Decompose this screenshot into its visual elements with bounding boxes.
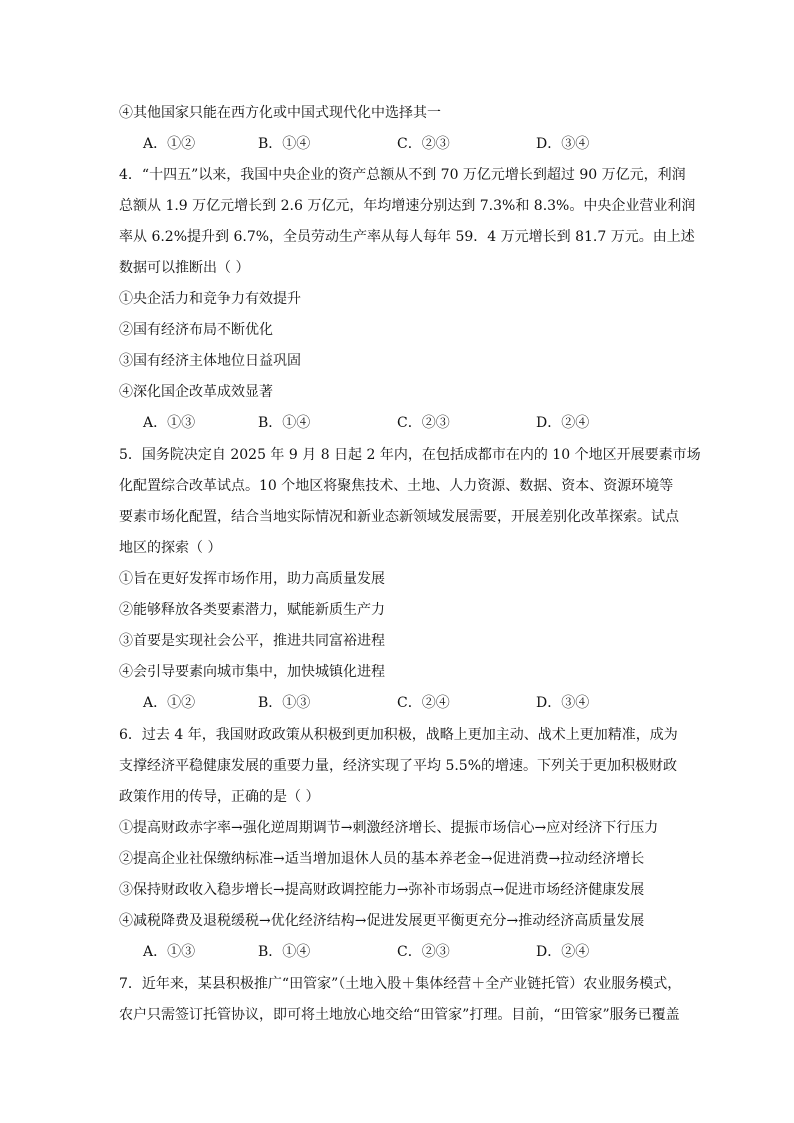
q4-option-a[interactable]: A．①③ [143, 415, 196, 431]
q4-statement-2: ②国有经济布局不断优化 [119, 322, 273, 338]
q6-option-d[interactable]: D．②④ [536, 944, 590, 960]
q6-statement-4: ④减税降费及退税缓税→优化经济结构→促进发展更平衡更充分→推动经济高质量发展 [119, 913, 645, 929]
q4-statement-1: ①央企活力和竞争力有效提升 [119, 291, 301, 307]
q5-option-d[interactable]: D．③④ [536, 695, 590, 711]
q4-stem-line-3: 率从 6.2%提升到 6.7%，全员劳动生产率从每人每年 59．4 万元增长到 81.7 万元。由上述 [119, 229, 695, 245]
q6-statement-2: ②提高企业社保缴纳标准→适当增加退休人员的基本养老金→促进消费→拉动经济增长 [119, 851, 645, 867]
q3-options [143, 135, 623, 153]
q4-option-b[interactable]: B．①④ [258, 415, 311, 431]
q4-option-c[interactable]: C．②③ [397, 415, 450, 431]
q3-option-c[interactable]: C．②③ [397, 136, 450, 152]
q6-stem-line-3: 政策作用的传导，正确的是（ ） [119, 789, 320, 805]
q5-stem-line-1: 5．国务院决定自 2025 年 9 月 8 日起 2 年内，在包括成都市在内的 10 个地区开展要素市场 [119, 447, 701, 463]
q6-option-c[interactable]: C．②③ [397, 944, 450, 960]
q5-statement-3: ③首要是实现社会公平，推进共同富裕进程 [119, 633, 385, 649]
q6-options [143, 943, 623, 961]
q7-stem-line-1: 7．近年来，某县积极推广“田管家”（土地入股＋集体经营＋全产业链托管）农业服务模式， [119, 976, 682, 992]
q7-stem-line-2: 农户只需签订托管协议，即可将土地放心地交给“田管家”打理。目前，“田管家”服务已覆盖 [119, 1007, 680, 1023]
q6-option-a[interactable]: A．①③ [143, 944, 196, 960]
q6-statement-1: ①提高财政赤字率→强化逆周期调节→刺激经济增长、提振市场信心→应对经济下行压力 [119, 820, 659, 836]
q6-statement-3: ③保持财政收入稳步增长→提高财政调控能力→弥补市场弱点→促进市场经济健康发展 [119, 882, 645, 898]
q5-stem-line-4: 地区的探索（ ） [119, 540, 222, 556]
q6-option-b[interactable]: B．①④ [258, 944, 311, 960]
q6-stem-line-2: 支撑经济平稳健康发展的重要力量，经济实现了平均 5.5%的增速。下列关于更加积极财政 [119, 758, 678, 774]
q4-statement-4: ④深化国企改革成效显著 [119, 384, 273, 400]
q4-stem-line-1: 4．“十四五”以来，我国中央企业的资产总额从不到 70 万亿元增长到超过 90 万亿元，利润 [119, 167, 686, 183]
q4-options [143, 414, 623, 432]
q4-stem-line-4: 数据可以推断出（ ） [119, 260, 250, 276]
q3-option-b[interactable]: B．①④ [258, 136, 311, 152]
q5-stem-line-2: 化配置综合改革试点。10 个地区将聚焦技术、土地、人力资源、数据、资本、资源环境等 [119, 478, 674, 494]
q5-option-c[interactable]: C．②④ [397, 695, 450, 711]
q5-option-a[interactable]: A．①② [143, 695, 196, 711]
q6-stem-line-1: 6．过去 4 年，我国财政政策从积极到更加积极，战略上更加主动、战术上更加精准，成为 [119, 727, 678, 743]
q5-stem-line-3: 要素市场化配置，结合当地实际情况和新业态新领域发展需要，开展差别化改革探索。试点 [119, 509, 679, 525]
q5-option-b[interactable]: B．①③ [258, 695, 311, 711]
q5-statement-4: ④会引导要素向城市集中，加快城镇化进程 [119, 664, 385, 680]
q4-option-d[interactable]: D．②④ [536, 415, 590, 431]
q5-options [143, 694, 623, 712]
q3-option-d[interactable]: D．③④ [536, 136, 590, 152]
q5-statement-2: ②能够释放各类要素潜力，赋能新质生产力 [119, 602, 385, 618]
q4-stem-line-2: 总额从 1.9 万亿元增长到 2.6 万亿元，年均增速分别达到 7.3%和 8.3%。中央企业营业利润 [119, 198, 696, 214]
q4-statement-3: ③国有经济主体地位日益巩固 [119, 353, 301, 369]
q3-option-a[interactable]: A．①② [143, 136, 196, 152]
q3-statement-4: ④其他国家只能在西方化或中国式现代化中选择其一 [119, 105, 441, 121]
q5-statement-1: ①旨在更好发挥市场作用，助力高质量发展 [119, 571, 385, 587]
